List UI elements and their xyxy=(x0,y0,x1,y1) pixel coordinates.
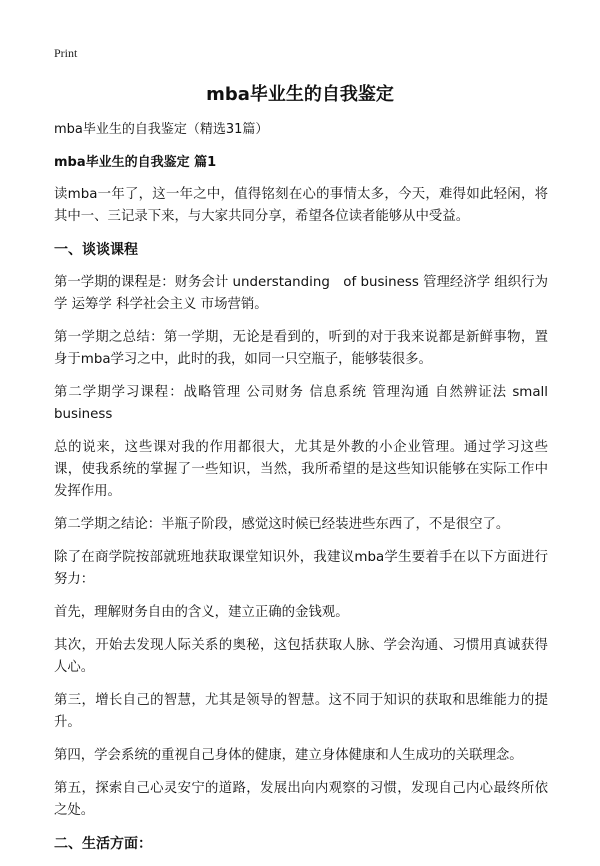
document-body xyxy=(54,120,548,866)
paragraph-first-term-summary: 第一学期之总结：第一学期，无论是看到的，听到的对于我来说都是新鲜事物，置身于mba学习之中，此时的我，如同一只空瓶子，能够装很多。 xyxy=(54,330,548,367)
section-title: mba毕业生的自我鉴定 篇1 xyxy=(54,155,217,170)
paragraph-first-term-courses: 第一学期的课程是：财务会计 understanding of business 管理经济学 组织行为学 运筹学 科学社会主义 市场营销。 xyxy=(54,275,548,312)
print-link[interactable]: Print xyxy=(54,46,78,60)
paragraph-fourth-point: 第四，学会系统的重视自己身体的健康，建立身体健康和人生成功的关联理念。 xyxy=(54,748,523,763)
paragraph-second-term-courses: 第二学期学习课程：战略管理 公司财务 信息系统 管理沟通 自然辨证法 small business xyxy=(54,385,548,422)
paragraph-third-point: 第三，增长自己的智慧，尤其是领导的智慧。这不同于知识的获取和思维能力的提升。 xyxy=(54,693,548,730)
intro-paragraph: 读mba一年了，这一年之中，值得铭刻在心的事情太多，今天，难得如此轻闲，将其中一、三记录下来，与大家共同分享，希望各位读者能够从中受益。 xyxy=(54,187,548,224)
paragraph-overall: 总的说来，这些课对我的作用都很大，尤其是外教的小企业管理。通过学习这些课，使我系统的掌握了一些知识，当然，我所希望的是这些知识能够在实际工作中发挥作用。 xyxy=(54,440,548,499)
paragraph-suggestion: 除了在商学院按部就班地获取课堂知识外，我建议mba学生要着手在以下方面进行努力： xyxy=(54,550,548,587)
heading-life: 二、生活方面： xyxy=(54,836,152,852)
paragraph-second-term-conclusion: 第二学期之结论：半瓶子阶段，感觉这时候已经装进些东西了，不是很空了。 xyxy=(54,517,510,532)
document-subtitle: mba毕业生的自我鉴定（精选31篇） xyxy=(54,122,269,137)
heading-courses: 一、谈谈课程 xyxy=(54,242,138,258)
paragraph-first-point: 首先，理解财务自由的含义，建立正确的金钱观。 xyxy=(54,605,349,620)
page-title: mba毕业生的自我鉴定 xyxy=(206,84,394,105)
paragraph-second-point: 其次，开始去发现人际关系的奥秘，这包括获取人脉、学会沟通、习惯用真诚获得人心。 xyxy=(54,638,548,675)
paragraph-fifth-point: 第五，探索自己心灵安宁的道路，发展出向内观察的习惯，发现自己内心最终所依之处。 xyxy=(54,781,548,818)
